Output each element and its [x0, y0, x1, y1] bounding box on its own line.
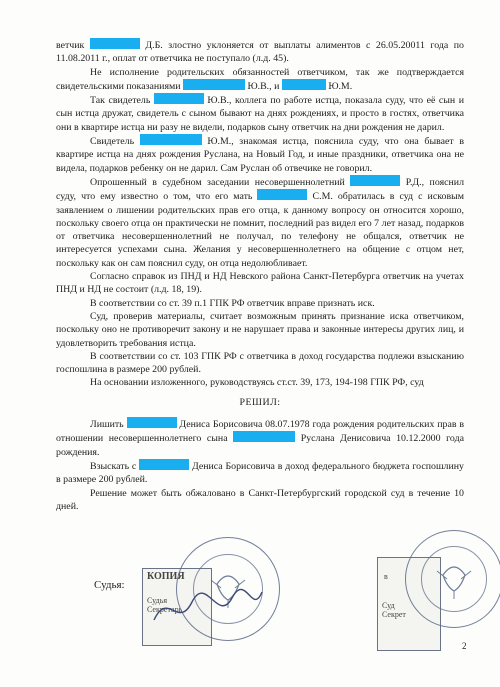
- signature-label: Судья:: [94, 579, 125, 591]
- paragraph: [56, 66, 464, 94]
- paragraph-text: Ю.М.: [325, 80, 353, 92]
- redaction-mark: [90, 38, 140, 49]
- paragraph: [56, 134, 464, 175]
- redaction-mark: [183, 79, 245, 90]
- stamp-right-b: в: [384, 572, 388, 581]
- court-seal-right-emblem-icon: [406, 531, 500, 627]
- document-body: [56, 38, 464, 513]
- paragraph: [56, 38, 464, 66]
- redaction-mark: [350, 175, 400, 186]
- paragraph: [56, 175, 464, 270]
- paragraph-text: С.М. обратилась в суд с исковым заявлением о лишении родительских прав его отца, к данному вопросу он относится хорошо, поскольку своего отца он практически не помнит, последний раз видел его 7 лет назад, подарков от ответчика несовершеннолетний не получал, по телефону не общался, ответчик не интересуется успехами сына. Желания у несовершеннолетнего на общение с отцом нет, поскольку как он сам пояснил суду, он отца недолюбливает.: [56, 191, 465, 269]
- decision-heading: РЕШИЛ:: [239, 396, 281, 408]
- paragraph-text: В соответствии со ст. 39 п.1 ГПК РФ ответчик вправе признать иск.: [90, 297, 375, 309]
- stamp-right-secretary-label: Секрет: [382, 610, 406, 619]
- paragraph: [56, 297, 464, 310]
- paragraph-text: Лишить: [90, 419, 127, 431]
- paragraph: [56, 350, 464, 377]
- paragraph-text: Решение может быть обжаловано в Санкт-Петербургский городской суд в течение 10 дней.: [56, 487, 464, 512]
- paragraph: [56, 270, 464, 297]
- paragraph: [56, 487, 464, 514]
- stamp-right-court-label: Суд: [382, 601, 395, 610]
- stamp-secretary-label: Секретарь: [147, 605, 183, 614]
- paragraph-text: ветчик: [56, 40, 90, 51]
- copy-stamp-label: КОПИЯ: [147, 571, 185, 582]
- paragraph: [56, 93, 464, 134]
- redaction-mark: [282, 79, 326, 90]
- paragraph-text: Не исполнение родительских обязанностей ответчиком, так же подтверждается свидетельскими показаниями: [56, 66, 464, 92]
- paragraph-text: Дениса Борисовича в доход федерального бюджета госпошлину в размере 200 рублей.: [56, 460, 464, 486]
- paragraph-text: Дениса Борисовича 08.07.1978 года рождения родительских прав в отношении несовершеннолетнего сына: [56, 419, 464, 445]
- court-seal-right: [405, 530, 500, 628]
- paragraph: [56, 459, 464, 487]
- paragraph-text: В соответствии со ст. 103 ГПК РФ с ответчика в доход государства подлежи взысканию госпошлина в размере 200 рублей.: [56, 350, 464, 376]
- paragraph-text: Д.Б. злостно уклоняется от выплаты алиментов с 26.05.20011 года по 11.08.2011 г., оплат от ответчика не поступало (л.д. 45).: [56, 40, 464, 65]
- redaction-mark: [233, 431, 295, 442]
- paragraph-text: Ю.В., и: [245, 80, 282, 92]
- redaction-mark: [154, 93, 204, 104]
- paragraph-text: Ю.В., коллега по работе истца, показала суду, что её сын и сын истца дружат, свидетель с сыном бывают на днях рождениях, и просто в гостях, ответчика они в квартире истца ни разу не видели, подарков сыну ответчик на дни рождения не дарил.: [56, 95, 464, 133]
- redaction-mark: [127, 417, 177, 428]
- paragraph-text: Суд, проверив материалы, считает возможным принять признание иска ответчиком, поскольку оно не противоречит закону и не нарушает права и законные интересы других лиц, и удовлетворить требования истца.: [56, 310, 464, 349]
- paragraph-text: Ю.М., знакомая истца, пояснила суду, что она бывает в квартире истца на днях рождения Руслана, на Новый Год, и иные праздники, ответчика она не видела, подарков ребенку он не дарил. Сам Руслан об отвечике не говорил.: [56, 136, 464, 174]
- paragraph-text: Р.Д., пояснил суду, что ему известно о том, что его мать: [56, 176, 464, 203]
- paragraph-text: Так свидетель: [90, 95, 154, 107]
- paragraph-text: Согласно справок из ПНД и НД Невского района Санкт-Петербурга ответчик на учетах ПНД и НД не состоит (л.д. 18, 19).: [56, 271, 464, 296]
- judge-signature-icon: [148, 580, 268, 640]
- page-number: 2: [462, 641, 467, 651]
- redaction-mark: [257, 189, 307, 200]
- stamp-judge-label: Судья: [147, 596, 168, 605]
- redaction-mark: [139, 459, 189, 470]
- paragraph: [56, 376, 464, 389]
- paragraph: [56, 417, 464, 459]
- redaction-mark: [140, 134, 202, 145]
- paragraph: [56, 310, 464, 350]
- paragraph-text: Свидетель: [90, 136, 140, 148]
- paragraph-text: Руслана Денисовича 10.12.2000 года рождения.: [56, 433, 464, 458]
- paragraph-text: На основании изложенного, руководствуясь ст.ст. 39, 173, 194-198 ГПК РФ, суд: [90, 377, 424, 389]
- paragraph-text: Взыскать с: [90, 460, 140, 472]
- paragraph-text: Опрошенный в судебном заседании несовершеннолетний: [90, 176, 351, 188]
